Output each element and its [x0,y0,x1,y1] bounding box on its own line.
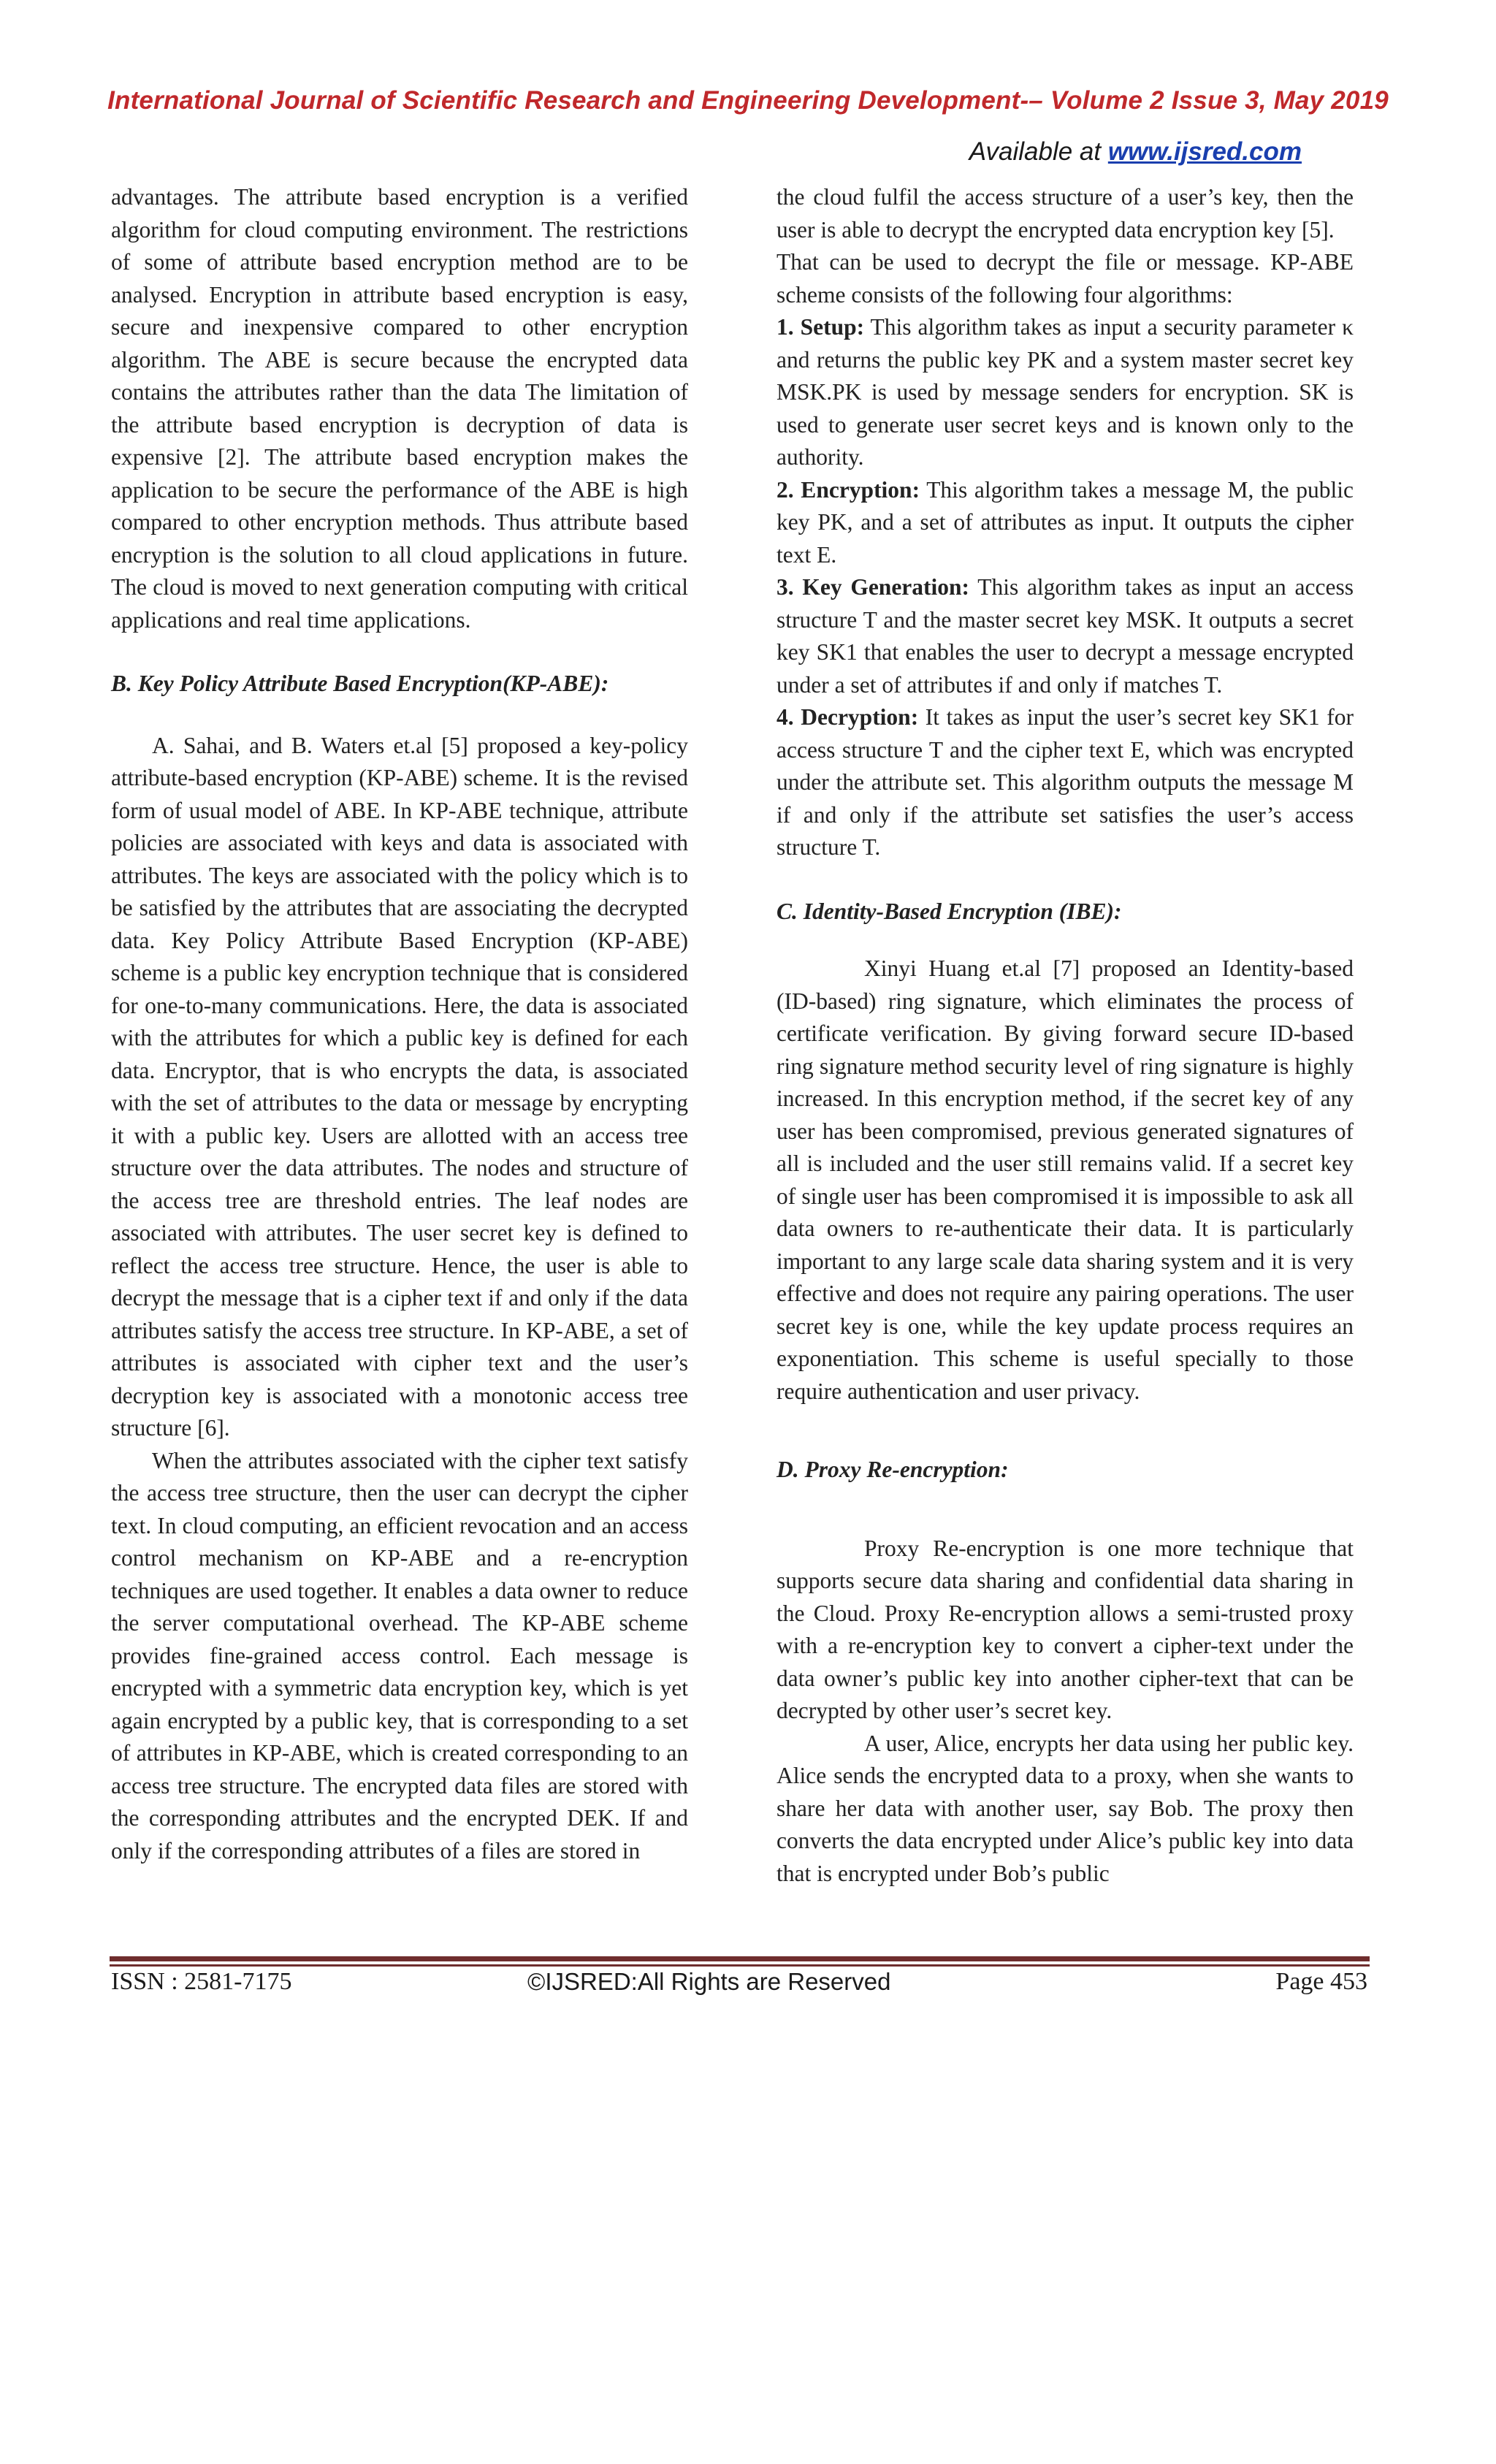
journal-title: International Journal of Scientific Research and Engineering Development-– Volume 2 Issue 3, May 2019 [107,86,1389,115]
right-paragraph-proxy-1: Proxy Re-encryption is one more technique that supports secure data sharing and confidential data sharing in the Cloud. Proxy Re-encryption allows a semi-trusted proxy with a re-encryption key to convert a cipher-text under the data owner’s public key into another cipher-text that can be decrypted by other user’s secret key. [776,1535,1354,1723]
page-footer [111,1968,1367,2005]
algorithm-encryption [776,474,1354,572]
algorithm-encryption-text: This algorithm takes a message M, the public key PK, and a set of attributes as input. It outputs the cipher text E. [776,476,1354,568]
algorithm-key-generation [776,571,1354,701]
footer-page-number: Page 453 [1275,1968,1367,1995]
algorithm-setup-label: 1. Setup: [776,314,865,340]
section-heading-d: D. Proxy Re-encryption: [776,1457,1009,1482]
algorithm-decryption-text: It takes as input the user’s secret key SK1 for access structure T and the cipher text E, which was encrypted under the attribute set. This algorithm outputs the message M if and only if the attribute set satisfies the user’s access structure T. [776,704,1354,860]
footer-rule-thick [110,1956,1370,1961]
right-paragraph-1: the cloud fulfil the access structure of a user’s key, then the user is able to decrypt the encrypted data encryption key [5]. [776,184,1354,243]
algorithm-key-generation-text: This algorithm takes as input an access structure T and the master secret key MSK. It outputs a secret key SK1 that enables the user to decrypt a message encrypted under a set of attributes if and only if matches T. [776,574,1354,698]
right-column [776,181,1354,1890]
left-paragraph-2: A. Sahai, and B. Waters et.al [5] proposed a key-policy attribute-based encryption (KP-ABE) scheme. It is the revised form of usual model of ABE. In KP-ABE technique, attribute policies are associated with keys and data is associated with attributes. The keys are associated with the policy which is to be satisfied by the attributes that are associating the decrypted data. Key Policy Attribute Based Encryption (KP-ABE) scheme is a public key encryption technique that is considered for one-to-many communications. Here, the data is associated with the attributes for which a public key is defined for each data. Encryptor, that is who encrypts the data, is associated with the set of attributes to the data or message by encrypting it with a public key. Users are allotted with an access tree structure over the data attributes. The nodes and structure of the access tree are threshold entries. The leaf nodes are associated with attributes. The user secret key is defined to reflect the access tree structure. Hence, the user is able to decrypt the message that is a cipher text if and only if the data attributes satisfy the access tree structure. In KP-ABE, a set of attributes is associated with cipher text and the user’s decryption key is associated with a monotonic access tree structure [6]. [111,732,688,1441]
journal-website-link[interactable]: www.ijsred.com [1107,137,1302,166]
left-column [111,181,688,1867]
right-paragraph-ibe: Xinyi Huang et.al [7] proposed an Identity-based (ID-based) ring signature, which eliminates the process of certificate verification. By giving forward secure ID-based ring signature method security level of ring signature is highly increased. In this encryption method, if the secret key of any user has been compromised, previous generated signatures of all is included and the user still remains valid. If a secret key of single user has been compromised it is impossible to ask all data owners to re-authenticate their data. It is particularly important to any large scale data sharing system and it is very effective and does not require any pairing operations. The user secret key is one, while the key update process requires an exponentiation. This scheme is useful specially to those require authentication and user privacy. [776,956,1354,1404]
section-heading-c: C. Identity-Based Encryption (IBE): [776,898,1122,924]
algorithm-decryption [776,701,1354,864]
availability-line [969,137,1302,167]
right-paragraph-proxy-2: A user, Alice, encrypts her data using her public key. Alice sends the encrypted data to a proxy, when she wants to share her data with another user, say Bob. The proxy then converts the data encrypted under Alice’s public key into data that is encrypted under Bob’s public [776,1730,1354,1886]
available-prefix: Available at [969,137,1108,166]
algorithm-decryption-label: 4. Decryption: [776,704,919,730]
section-heading-b: B. Key Policy Attribute Based Encryption(KP-ABE): [111,671,609,696]
footer-copyright: ©IJSRED:All Rights are Reserved [527,1968,891,1995]
algorithm-setup-text: This algorithm takes as input a security parameter κ and returns the public key PK and a system master secret key MSK.PK is used by message senders for encryption. SK is used to generate user secret keys and is known only to the authority. [776,314,1354,470]
left-paragraph-3: When the attributes associated with the cipher text satisfy the access tree structure, then the user can decrypt the cipher text. In cloud computing, an efficient revocation and an access control mechanism on KP-ABE and a re-encryption techniques are used together. It enables a data owner to reduce the server computational overhead. The KP-ABE scheme provides fine-grained access control. Each message is encrypted with a symmetric data encryption key, which is yet again encrypted by a public key, that is corresponding to a set of attributes in KP-ABE, which is created corresponding to an access tree structure. The encrypted data files are stored with the corresponding attributes and the encrypted DEK. If and only if the corresponding attributes of a files are stored in [111,1447,688,1864]
algorithm-setup [776,311,1354,474]
right-paragraph-2: That can be used to decrypt the file or message. KP-ABE scheme consists of the following four algorithms: [776,249,1354,308]
left-paragraph-1: advantages. The attribute based encryption is a verified algorithm for cloud computing environment. The restrictions of some of attribute based encryption method are to be analysed. Encryption in attribute based encryption is easy, secure and inexpensive compared to other encryption algorithm. The ABE is secure because the encrypted data contains the attributes rather than the data The limitation of the attribute based encryption is decryption of data is expensive [2]. The attribute based encryption makes the application to be secure the performance of the ABE is high compared to other encryption methods. Thus attribute based encryption is the solution to all cloud applications in future. The cloud is moved to next generation computing with critical applications and real time applications. [111,184,688,633]
algorithm-encryption-label: 2. Encryption: [776,476,920,503]
footer-issn: ISSN : 2581-7175 [111,1968,292,1995]
algorithm-key-generation-label: 3. Key Generation: [776,574,970,600]
footer-rule-thin [110,1964,1370,1967]
